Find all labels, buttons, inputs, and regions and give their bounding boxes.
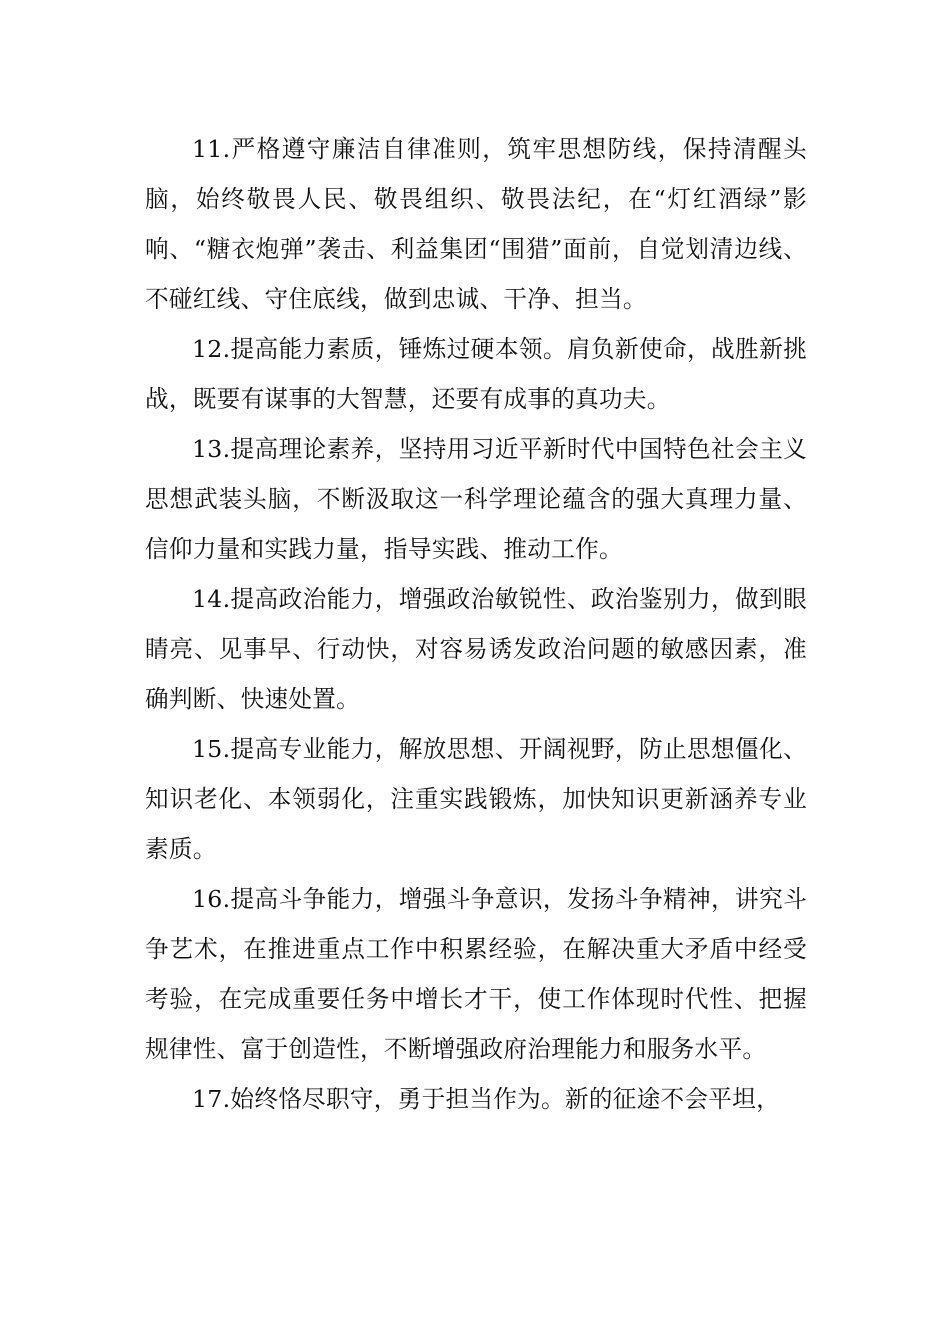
paragraph-11: 11.严格遵守廉洁自律准则，筑牢思想防线，保持清醒头脑，始终敬畏人民、敬畏组织、敬畏法纪，在“灯红酒绿”影响、“糖衣炮弹”袭击、利益集团“围猎”面前，自觉划清边线、不碰红线、守住底线，做到忠诚、干净、担当。: [145, 135, 807, 313]
paragraph-14: 14.提高政治能力，增强政治敏锐性、政治鉴别力，做到眼睛亮、见事早、行动快，对容易诱发政治问题的敏感因素，准确判断、快速处置。: [145, 585, 807, 713]
paragraph-13: 13.提高理论素养，坚持用习近平新时代中国特色社会主义思想武装头脑，不断汲取这一科学理论蕴含的强大真理力量、信仰力量和实践力量，指导实践、推动工作。: [145, 435, 807, 563]
document-body: [145, 124, 807, 1124]
paragraph-16: 16.提高斗争能力，增强斗争意识，发扬斗争精神，讲究斗争艺术，在推进重点工作中积累经验，在解决重大矛盾中经受考验，在完成重要任务中增长才干，使工作体现时代性、把握规律性、富于创造性，不断增强政府治理能力和服务水平。: [145, 885, 807, 1063]
paragraph-17: 17.始终恪尽职守，勇于担当作为。新的征途不会平坦，: [192, 1085, 780, 1113]
paragraph-12: 12.提高能力素质，锤炼过硬本领。肩负新使命，战胜新挑战，既要有谋事的大智慧，还要有成事的真功夫。: [145, 335, 807, 413]
paragraph-15: 15.提高专业能力，解放思想、开阔视野，防止思想僵化、知识老化、本领弱化，注重实践锻炼，加快知识更新涵养专业素质。: [145, 735, 807, 863]
